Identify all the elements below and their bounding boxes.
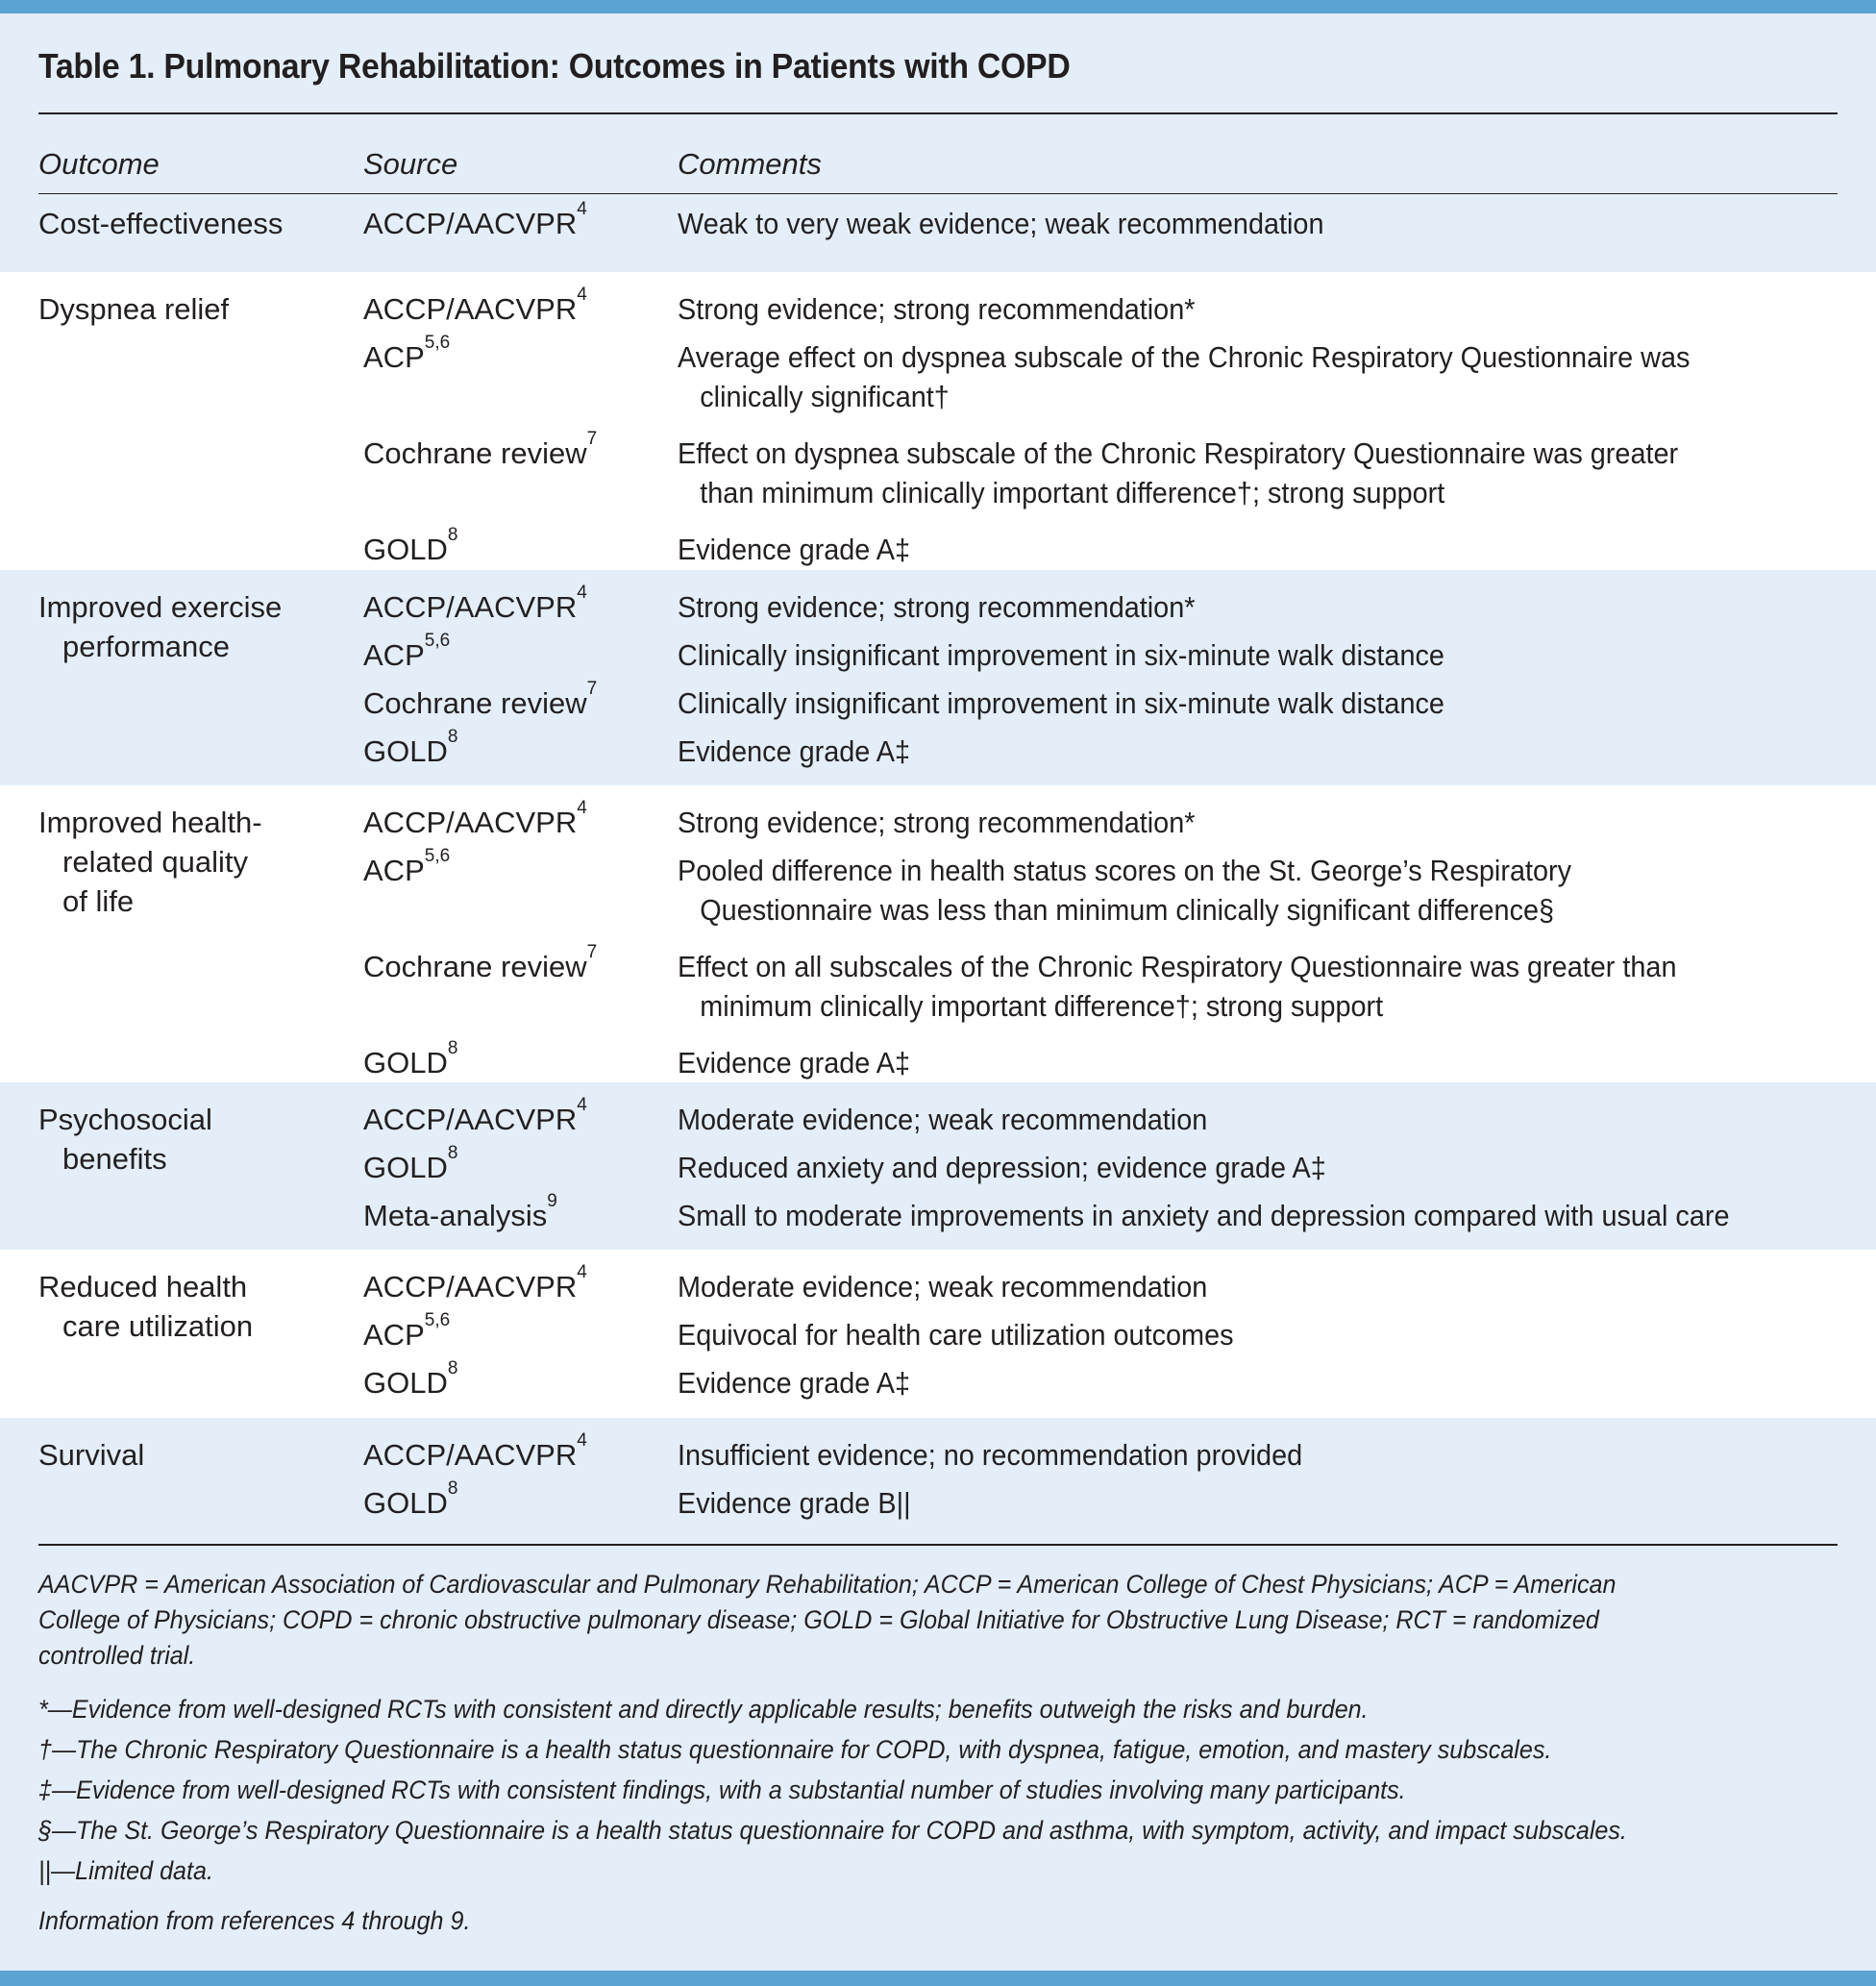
source-name: ACCP/AACVPR bbox=[363, 1438, 578, 1472]
comment-line: Evidence grade A‡ bbox=[678, 734, 911, 768]
source-name: Cochrane review bbox=[363, 686, 587, 720]
table-row-survival bbox=[0, 1418, 1876, 1544]
abbreviations-line: AACVPR = American Association of Cardiovascular and Pulmonary Rehabilitation; ACCP = American College of Chest Physicians; ACP = American bbox=[38, 1570, 1617, 1599]
comment-line: Strong evidence; strong recommendation* bbox=[678, 292, 1196, 326]
source-cell bbox=[363, 525, 661, 569]
comment-line: Evidence grade B|| bbox=[678, 1486, 911, 1520]
outcome-cell bbox=[38, 587, 346, 666]
source-cell bbox=[363, 1478, 661, 1523]
reference-superscript: 9 bbox=[547, 1191, 557, 1211]
comment-line: clinically significant† bbox=[700, 380, 950, 413]
reference-superscript: 8 bbox=[447, 1143, 458, 1163]
comment-line: Evidence grade A‡ bbox=[678, 533, 911, 566]
reference-superscript: 4 bbox=[577, 798, 587, 818]
comment-line: Strong evidence; strong recommendation* bbox=[678, 590, 1196, 624]
reference-superscript: 8 bbox=[447, 1358, 458, 1378]
comment-line: Reduced anxiety and depression; evidence grade A‡ bbox=[678, 1151, 1326, 1184]
table-title: Table 1. Pulmonary Rehabilitation: Outcomes in Patients with COPD bbox=[38, 46, 1071, 86]
outcome-cell bbox=[38, 289, 346, 329]
reference-superscript: 5,6 bbox=[424, 846, 451, 866]
reference-superscript: 4 bbox=[577, 1430, 587, 1451]
comment-line: minimum clinically important difference†; strong support bbox=[700, 989, 1384, 1023]
source-name: ACCP/AACVPR bbox=[363, 207, 578, 240]
source-cell bbox=[363, 798, 661, 842]
source-name: ACCP/AACVPR bbox=[363, 292, 578, 326]
outcome-line: Psychosocial bbox=[38, 1103, 212, 1136]
footnote-asterisk: *—Evidence from well-designed RCTs with consistent and directly applicable results; benefits outweigh the risks and burden. bbox=[38, 1695, 1369, 1724]
comment-cell bbox=[678, 337, 1840, 416]
source-name: ACCP/AACVPR bbox=[363, 590, 578, 624]
source-name: ACCP/AACVPR bbox=[363, 1270, 578, 1303]
table-row-improved-exercise-performance bbox=[0, 570, 1876, 785]
column-header-source: Source bbox=[363, 147, 458, 181]
reference-superscript: 8 bbox=[447, 525, 458, 545]
outcome-cell bbox=[38, 1267, 346, 1346]
source-name: ACCP/AACVPR bbox=[363, 1103, 578, 1136]
source-cell bbox=[363, 846, 661, 890]
outcome-line: Reduced health bbox=[38, 1270, 248, 1303]
comment-line: Evidence grade A‡ bbox=[678, 1366, 911, 1400]
reference-superscript: 7 bbox=[586, 429, 598, 449]
source-cell bbox=[363, 333, 661, 377]
source-name: ACP bbox=[363, 638, 425, 672]
reference-superscript: 7 bbox=[586, 942, 598, 962]
outcome-line: of life bbox=[62, 884, 135, 918]
comment-cell bbox=[678, 803, 1840, 842]
comment-line: Moderate evidence; weak recommendation bbox=[678, 1103, 1208, 1136]
source-cell bbox=[363, 1358, 661, 1403]
outcome-line: care utilization bbox=[62, 1309, 254, 1343]
footnotes bbox=[38, 1692, 1838, 1889]
source-cell bbox=[363, 631, 661, 675]
footnote-double-dagger: ‡—Evidence from well-designed RCTs with consistent findings, with a substantial number of studies involving many participants. bbox=[38, 1775, 1406, 1804]
outcome-line: related quality bbox=[62, 845, 249, 879]
table-row-reduced-health-care-utilization bbox=[0, 1250, 1876, 1418]
comment-line: Strong evidence; strong recommendation* bbox=[678, 806, 1196, 839]
outcome-line: Dyspnea relief bbox=[38, 292, 230, 326]
source-cell bbox=[363, 583, 661, 627]
table-row-psychosocial-benefits bbox=[0, 1082, 1876, 1250]
reference-superscript: 8 bbox=[447, 1478, 458, 1499]
comment-cell bbox=[678, 1196, 1840, 1235]
source-name: GOLD bbox=[363, 1366, 448, 1400]
comment-line: Pooled difference in health status scores on the St. George’s Respiratory bbox=[678, 854, 1572, 887]
comment-line: Evidence grade A‡ bbox=[678, 1046, 911, 1080]
comment-cell bbox=[678, 947, 1840, 1026]
comment-line: Clinically insignificant improvement in six-minute walk distance bbox=[678, 638, 1444, 672]
source-name: Cochrane review bbox=[363, 436, 587, 470]
reference-superscript: 4 bbox=[577, 1095, 587, 1115]
comment-line: Insufficient evidence; no recommendation provided bbox=[678, 1438, 1303, 1472]
comment-cell bbox=[678, 289, 1840, 329]
comment-line: Moderate evidence; weak recommendation bbox=[678, 1270, 1208, 1303]
outcome-cell bbox=[38, 204, 346, 243]
comment-line: Small to moderate improvements in anxiety and depression compared with usual care bbox=[678, 1199, 1730, 1232]
comment-cell bbox=[678, 851, 1840, 930]
comment-cell bbox=[678, 683, 1840, 723]
outcome-line: Cost-effectiveness bbox=[38, 207, 284, 240]
source-name: ACCP/AACVPR bbox=[363, 806, 578, 839]
comment-line: Average effect on dyspnea subscale of the Chronic Respiratory Questionnaire was bbox=[678, 340, 1691, 374]
source-cell bbox=[363, 1262, 661, 1306]
table-row-cost-effectiveness bbox=[0, 194, 1876, 272]
comment-line: Equivocal for health care utilization outcomes bbox=[678, 1318, 1234, 1352]
outcome-line: performance bbox=[62, 630, 231, 663]
reference-superscript: 4 bbox=[577, 583, 587, 603]
comment-line: Clinically insignificant improvement in six-minute walk distance bbox=[678, 686, 1444, 720]
reference-superscript: 4 bbox=[577, 199, 587, 219]
reference-superscript: 8 bbox=[447, 727, 458, 747]
source-name: Meta-analysis bbox=[363, 1199, 548, 1232]
source-cell bbox=[363, 1430, 661, 1475]
source-note bbox=[38, 1903, 1838, 1939]
source-name: GOLD bbox=[363, 1046, 448, 1080]
source-cell bbox=[363, 1191, 661, 1235]
table-bottom-rule bbox=[38, 1544, 1838, 1546]
table-row-improved-health-related-quality-of-life bbox=[0, 785, 1876, 1082]
source-cell bbox=[363, 727, 661, 771]
footnote-dagger: †—The Chronic Respiratory Questionnaire is a health status questionnaire for COPD, with dyspnea, fatigue, emotion, and mastery subscales. bbox=[38, 1735, 1552, 1764]
comment-cell bbox=[678, 204, 1840, 243]
comment-cell bbox=[678, 635, 1840, 675]
comment-line: Effect on dyspnea subscale of the Chronic Respiratory Questionnaire was greater bbox=[678, 436, 1679, 470]
comment-cell bbox=[678, 434, 1840, 512]
abbreviations-note bbox=[38, 1567, 1838, 1674]
reference-superscript: 7 bbox=[586, 679, 598, 699]
comment-cell bbox=[678, 1315, 1840, 1354]
reference-superscript: 5,6 bbox=[424, 631, 451, 651]
comment-cell bbox=[678, 1043, 1840, 1082]
abbreviations-line: controlled trial. bbox=[38, 1641, 196, 1670]
source-cell bbox=[363, 679, 661, 723]
outcome-cell bbox=[38, 1435, 346, 1475]
comment-line: than minimum clinically important difference†; strong support bbox=[700, 476, 1445, 509]
source-cell bbox=[363, 199, 661, 243]
source-name: ACP bbox=[363, 1318, 425, 1352]
comment-cell bbox=[678, 1267, 1840, 1306]
source-note-text: Information from references 4 through 9. bbox=[38, 1906, 471, 1935]
column-header-comments: Comments bbox=[678, 147, 822, 181]
source-name: GOLD bbox=[363, 1151, 448, 1184]
source-cell bbox=[363, 1310, 661, 1354]
source-name: ACP bbox=[363, 854, 425, 887]
source-cell bbox=[363, 1143, 661, 1187]
source-cell bbox=[363, 1038, 661, 1082]
table-row-dyspnea-relief bbox=[0, 272, 1876, 570]
reference-superscript: 4 bbox=[577, 1262, 587, 1282]
footnote-section: §—The St. George’s Respiratory Questionnaire is a health status questionnaire for COPD and asthma, with symptom, activity, and impact subscales. bbox=[38, 1816, 1627, 1845]
comment-cell bbox=[678, 1100, 1840, 1139]
top-accent-bar bbox=[0, 0, 1876, 13]
outcome-cell bbox=[38, 1100, 346, 1179]
source-name: ACP bbox=[363, 340, 425, 374]
source-cell bbox=[363, 942, 661, 986]
outcome-line: Improved health- bbox=[38, 806, 262, 839]
comment-cell bbox=[678, 732, 1840, 771]
comment-line: Weak to very weak evidence; weak recommendation bbox=[678, 207, 1324, 240]
reference-superscript: 8 bbox=[447, 1038, 458, 1058]
source-name: Cochrane review bbox=[363, 950, 587, 983]
reference-superscript: 5,6 bbox=[424, 333, 451, 353]
title-rule bbox=[38, 112, 1838, 114]
bottom-accent-bar bbox=[0, 1971, 1876, 1986]
comment-cell bbox=[678, 1483, 1840, 1523]
outcome-line: Survival bbox=[38, 1438, 145, 1472]
abbreviations-line: College of Physicians; COPD = chronic obstructive pulmonary disease; GOLD = Global Initiative for Obstructive Lung Disease; RCT = randomized bbox=[38, 1605, 1599, 1634]
outcome-line: Improved exercise bbox=[38, 590, 283, 624]
source-cell bbox=[363, 429, 661, 473]
comment-cell bbox=[678, 1435, 1840, 1475]
reference-superscript: 5,6 bbox=[424, 1310, 451, 1330]
comment-cell bbox=[678, 530, 1840, 569]
comment-cell bbox=[678, 587, 1840, 627]
source-cell bbox=[363, 285, 661, 329]
source-cell bbox=[363, 1095, 661, 1139]
outcome-line: benefits bbox=[62, 1142, 167, 1176]
comment-line: Effect on all subscales of the Chronic Respiratory Questionnaire was greater than bbox=[678, 950, 1677, 983]
comment-line: Questionnaire was less than minimum clinically significant difference§ bbox=[700, 893, 1555, 927]
source-name: GOLD bbox=[363, 734, 448, 768]
comment-cell bbox=[678, 1148, 1840, 1187]
column-header-outcome: Outcome bbox=[38, 147, 160, 181]
footnote-parallel: ||—Limited data. bbox=[38, 1856, 213, 1885]
comment-cell bbox=[678, 1363, 1840, 1403]
source-name: GOLD bbox=[363, 533, 448, 566]
outcome-cell bbox=[38, 803, 346, 921]
reference-superscript: 4 bbox=[577, 285, 587, 305]
source-name: GOLD bbox=[363, 1486, 448, 1520]
